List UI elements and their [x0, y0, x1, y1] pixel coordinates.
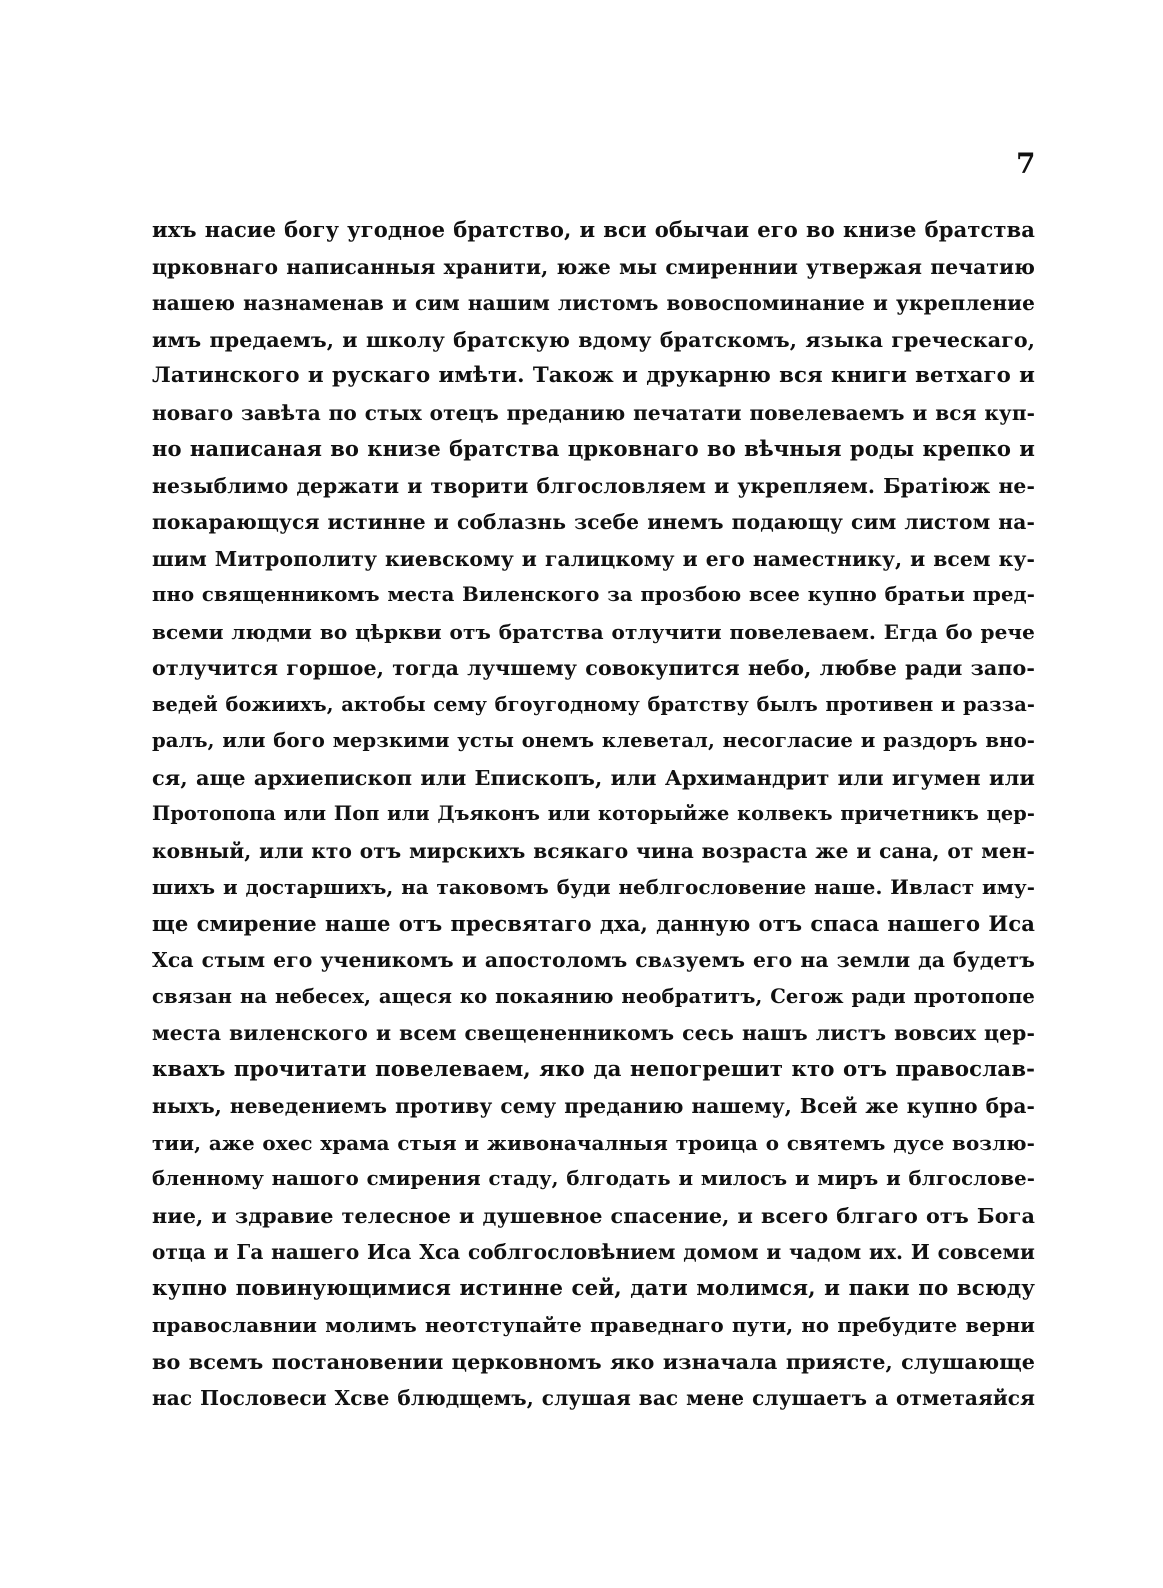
page-number: 7 [1016, 147, 1036, 180]
text-line: Хса стым его ученикомъ и апостоломъ свѧзуемъ его на земли да будетъ [152, 948, 1035, 972]
text-line: ныхъ, неведениемъ противу сему преданию нашему, Всей же купно бра- [152, 1094, 1035, 1118]
text-line: связан на небесех, ащеся ко покаянию необратитъ, Сегож ради протопопе [152, 984, 1035, 1008]
body-text [152, 212, 1035, 1417]
text-line: нашею назнаменав и сим нашим листомъ вовоспоминание и укрепление [152, 291, 1035, 315]
text-line: квахъ прочитати повелеваем, яко да непогрешит кто отъ православ- [152, 1056, 1035, 1082]
text-line: тии, аже охес храма стыя и живоначалныя троица о святемъ дусе возлю- [152, 1130, 1035, 1155]
text-line: православнии молимъ неотступайте праведнаго пути, но пребудите верни [152, 1313, 1035, 1337]
text-line: ведей божиихъ, актобы сему бгоугодному братству былъ противен и разза- [152, 692, 1035, 716]
text-line: незыблимо держати и творити блгословляем и укрепляем. Братiюж не- [152, 473, 1035, 498]
text-line: места виленского и всем свещененникомъ сесь нашъ листъ вовсих цер- [152, 1021, 1035, 1045]
text-line: нас Пословеси Хсве блюдщемъ, слушая вас мене слушаетъ а отметаяйся [152, 1386, 1035, 1410]
text-line: новаго завѣта по стых отецъ преданию печатати повелеваемъ и вся куп- [152, 400, 1035, 425]
text-line: шим Митрополиту киевскому и галицкому и его наместнику, и всем ку- [152, 546, 1035, 571]
text-line: црковнаго написанныя хранити, юже мы смиреннии утвержая печатию [152, 254, 1035, 279]
text-line: купно повинующимися истинне сей, дати молимся, и паки по всюду [152, 1275, 1035, 1301]
text-line: отлучится горшое, тогда лучшему совокупится небо, любве ради запо- [152, 656, 1035, 680]
text-line: ся, аще архиепископ или Епископъ, или Архимандрит или игумен или [152, 764, 1035, 790]
text-line: всеми людми во цѣркви отъ братства отлучити повелеваем. Егда бо рече [152, 619, 1035, 644]
text-line: покарающуся истинне и соблазнь зсебе инемъ подающу сим листом на- [152, 510, 1035, 534]
text-line: Латинского и рускаго имѣти. Також и друкарню вся книги ветхаго и [152, 363, 1035, 388]
text-line: ние, и здравие телесное и душевное спасение, и всего блгаго отъ Бога [152, 1203, 1035, 1228]
text-line: ковный, или кто отъ мирскихъ всякаго чина возраста же и сана, от мен- [152, 838, 1035, 863]
text-line: ихъ насие богу угодное братство, и вси обычаи его во книзе братства [152, 217, 1035, 242]
text-line: пно священникомъ места Виленского за прозбою всее купно братьи пред- [152, 583, 1035, 606]
text-line: шихъ и достаршихъ, на таковомъ буди неблгословение наше. Ивласт иму- [152, 875, 1035, 899]
text-line: отца и Га нашего Иса Хса соблгословѣнием домом и чадом их. И совсеми [152, 1240, 1035, 1264]
text-line: ралъ, или бого мерзкими усты онемъ клеветал, несогласие и раздоръ вно- [152, 729, 1035, 752]
text-line: Протопопа или Поп или Дъяконъ или которыйже колвекъ причетникъ цер- [152, 802, 1035, 825]
text-line: бленному нашого смирения стаду, блгодать и милосъ и миръ и блгослове- [152, 1167, 1035, 1190]
text-line: но написаная во книзе братства црковнаго во вѣчныя роды крепко и [152, 436, 1035, 461]
text-line: во всемъ постановении церковномъ яко изначала приясте, слушающе [152, 1349, 1035, 1374]
text-line: имъ предаемъ, и школу братскую вдому братскомъ, языка греческаго, [152, 327, 1035, 352]
text-line: ще смирение наше отъ пресвятаго дха, данную отъ спаса нашего Иса [152, 910, 1035, 936]
